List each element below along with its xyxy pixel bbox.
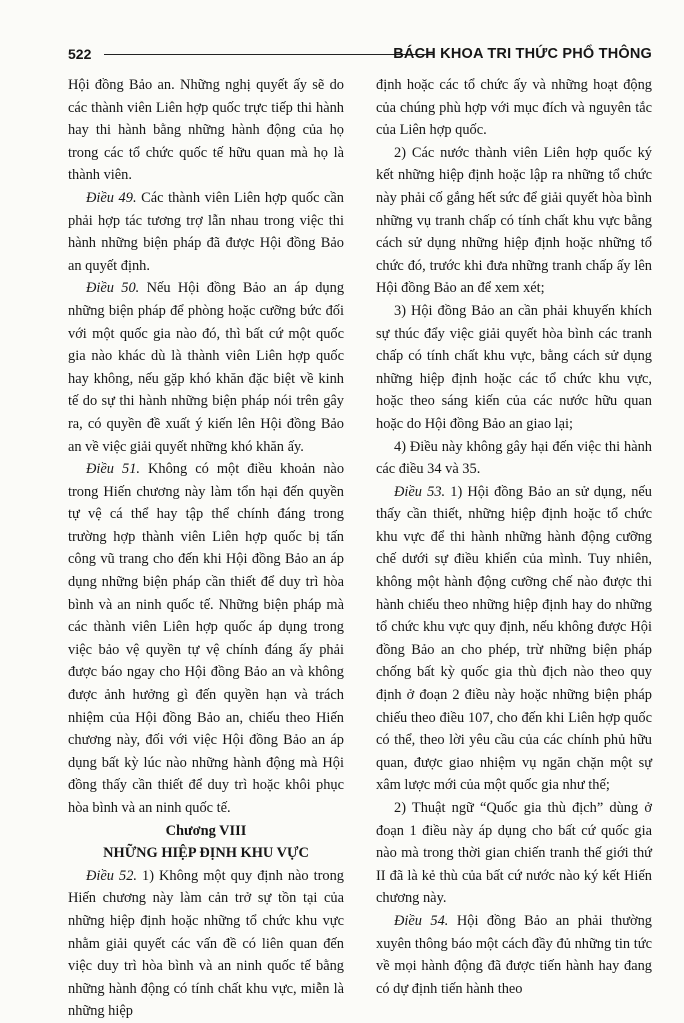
article-label: Điều 49. — [86, 189, 137, 206]
article-text: Không có một điều khoản nào trong Hiến chương này làm tổn hại đến quyền tự vệ cá thể hay tập thể chính đáng trong trường hợp thành viên Liên hợp quốc bị tấn công vũ trang cho đến khi Hội đồng Bảo an áp dụng những biện pháp cần thiết để duy trì hòa bình và an ninh quốc tế. Những biện pháp mà các thành viên Liên hợp quốc áp dụng trong việc bảo vệ quyền tự vệ chính đáng ấy phải được báo ngay cho Hội đồng Bảo an và không được ảnh hưởng gì đến quyền hạn và trách nhiệm của Hội đồng Bảo an, chiếu theo Hiến chương này, đối với việc Hội đồng Bảo an áp dụng bất kỳ lúc nào những hành động mà Hội đồng thấy cần thiết để duy trì hoặc khôi phục hòa bình và an ninh quốc tế. — [68, 461, 345, 816]
page-header — [68, 44, 652, 68]
article-text: 1) Hội đồng Bảo an sử dụng, nếu thấy cần thiết, những hiệp định hoặc tổ chức khu vực để thi hành những hành động cưỡng chế dưới sự điều khiển của mình. Tuy nhiên, không một hành động cưỡng chế nào được thi hành chiếu theo những hiệp định hay do những tổ chức khu vực quy định, nếu không được Hội đồng Bảo an cho phép, trừ những biện pháp chống bất kỳ quốc gia thù địch nào theo quy định ở đoạn 2 điều này hoặc những biện pháp chiếu theo điều 107, cho đến khi Liên hợp quốc có thể, theo lời yêu cầu của các chính phủ hữu quan, được giao nhiệm vụ ngăn chặn một sự xâm lược mới của một quốc gia như thế; — [376, 483, 652, 794]
article-52 — [68, 865, 344, 1023]
paragraph: Hội đồng Bảo an. Những nghị quyết ấy sẽ do các thành viên Liên hợp quốc trực tiếp thi hành hay thi hành bằng những hành động của họ trong các tổ chức quốc tế hữu quan mà họ là thành viên. — [68, 77, 344, 184]
article-label: Điều 51. — [86, 461, 140, 478]
left-column — [68, 74, 344, 1023]
right-column — [376, 74, 652, 1000]
paragraph: định hoặc các tổ chức ấy và những hoạt động của chúng phù hợp với mục đích và nguyên tắc của Liên hợp quốc. — [376, 77, 652, 139]
clause-2-hostile-state: 2) Thuật ngữ “Quốc gia thù địch” dùng ở đoạn 1 điều này áp dụng cho bất cứ quốc gia nào mà trong thời gian chiến tranh thế giới thứ II đã là kẻ thù của bất cứ nước nào ký kết Hiến chương này. — [376, 800, 652, 907]
article-49 — [68, 187, 344, 277]
article-label: Điều 52. — [86, 867, 137, 884]
article-label: Điều 54. — [394, 912, 449, 929]
header-rule — [104, 54, 434, 55]
article-label: Điều 53. — [394, 483, 446, 500]
chapter-title: NHỮNG HIỆP ĐỊNH KHU VỰC — [103, 845, 309, 862]
article-text: Nếu Hội đồng Bảo an áp dụng những biện pháp để phòng hoặc cưỡng bức đối với một quốc gia nào đó, thì bất cứ một quốc gia nào khác dù là thành viên Liên hợp quốc hay không, nếu gặp khó khăn đặc biệt về kinh tế do sự thi hành những biện pháp nói trên gây ra, có quyền đề xuất ý kiến lên Hội đồng Bảo an về việc giải quyết những khó khăn ấy. — [68, 280, 345, 455]
article-text: Hội đồng Bảo an phải thường xuyên thông báo một cách đầy đủ những tin tức về mọi hành động đã được tiến hành hay đang có dự định tiến hành theo — [376, 912, 652, 997]
article-53 — [376, 481, 652, 797]
article-text: Các thành viên Liên hợp quốc cần phải hợp tác tương trợ lẫn nhau trong việc thi hành những biện pháp đã được Hội đồng Bảo an quyết định. — [68, 189, 345, 274]
article-label: Điều 50. — [86, 280, 140, 297]
clause-4: 4) Điều này không gây hại đến việc thi hành các điều 34 và 35. — [376, 438, 652, 478]
article-50 — [68, 277, 344, 458]
article-51 — [68, 458, 344, 820]
clause-3: 3) Hội đồng Bảo an cần phải khuyến khích sự thúc đẩy việc giải quyết hòa bình các tranh chấp có tính chất khu vực, bằng cách sử dụng những hiệp định hoặc các tổ chức khu vực, hoặc theo sáng kiến của các nước hữu quan hoặc do Hội đồng Bảo an giao lại; — [376, 302, 652, 432]
clause-2: 2) Các nước thành viên Liên hợp quốc ký kết những hiệp định hoặc lập ra những tổ chức này phải cố gắng hết sức để giải quyết hòa bình những vụ tranh chấp có tính chất khu vực bằng cách sử dụng những hiệp định hoặc những tổ chức đó, trước khi đưa những tranh chấp ấy lên Hội đồng Bảo an để xem xét; — [376, 144, 652, 297]
chapter-number: Chương VIII — [165, 822, 247, 839]
running-title: BÁCH KHOA TRI THỨC PHỔ THÔNG — [393, 46, 652, 62]
page-number: 522 — [68, 46, 92, 62]
article-54 — [376, 910, 652, 1000]
article-text: 1) Không một quy định nào trong Hiến chương này làm cản trở sự tồn tại của những hiệp định hoặc những tổ chức khu vực nhằm giải quyết các vấn đề có liên quan đến việc duy trì hòa bình và an ninh quốc tế bằng những hành động có tính chất khu vực, miễn là những hiệp — [68, 867, 344, 1020]
